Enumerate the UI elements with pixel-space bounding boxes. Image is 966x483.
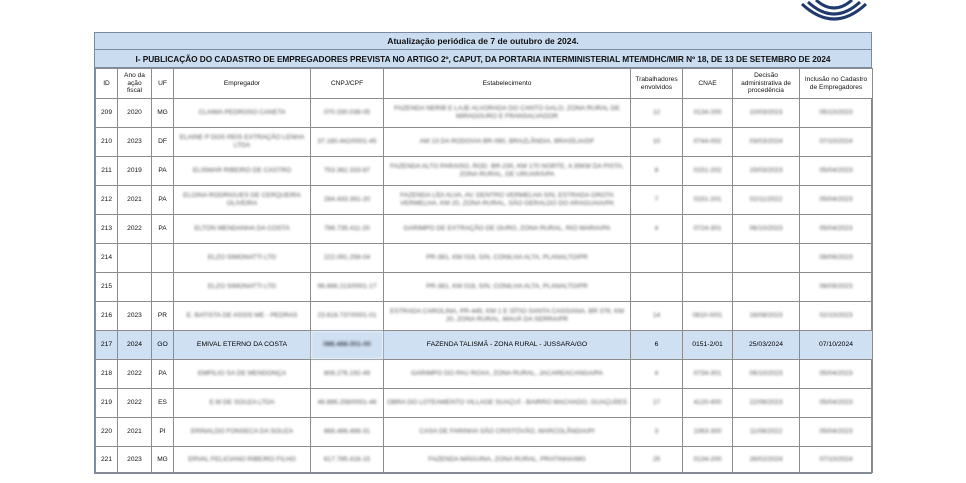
sheet-title: I- PUBLICAÇÃO DO CADASTRO DE EMPREGADORES PREVISTA NO ARTIGO 2º, CAPUT, DA PORTARIA INTERMINISTERIAL MTE/MDHC/MIR Nº 18, DE 13 DE SETEMBRO DE 2024 [95,50,871,68]
cell-decisao: 16/08/2023 [733,302,800,331]
cell-id: 217 [96,331,118,360]
cell-ano: 2021 [118,418,152,447]
cell-cnae [683,273,733,302]
cell-trabalhadores: 10 [631,128,683,157]
cell-ano: 2020 [118,99,152,128]
cell-cnpj: 808.276.192-49 [311,360,384,389]
cell-trabalhadores: 14 [631,302,683,331]
cell-estabelecimento: CASA DE FARINHA SÃO CRISTÓVÃO, MARCOLÂNDIA/PI [384,418,631,447]
col-header-trabalhadores: Trabalhadores envolvidos [631,69,683,99]
table-row [96,244,873,273]
cell-ano [118,273,152,302]
cell-estabelecimento: FAZENDA TALISMÃ - ZONA RURAL - JUSSARA/GO [384,331,631,360]
cell-empregador: ERINALDO FONSECA DA SOUZA [174,418,311,447]
cell-cnae: 0724-301 [683,215,733,244]
cell-cnpj: 866.466.466-31 [311,418,384,447]
cell-empregador: EMPILIO SA DE MENDONÇA [174,360,311,389]
cell-decisao: 22/06/2023 [733,389,800,418]
cell-cnae: 0151-202 [683,157,733,186]
cell-uf: GO [152,331,174,360]
table-row-highlighted [96,331,873,360]
cell-ano [118,244,152,273]
cell-inclusao: 07/10/2024 [800,447,873,473]
cell-cnpj: 37.180.442/0001-45 [311,128,384,157]
cell-estabelecimento: FAZENDA MÁGUINA, ZONA RURAL, PRATINHA/MG [384,447,631,473]
cell-cnpj: 222.091.258-04 [311,244,384,273]
table-row [96,418,873,447]
cell-ano: 2019 [118,157,152,186]
cell-id: 213 [96,215,118,244]
cell-id: 221 [96,447,118,473]
cell-uf: PA [152,186,174,215]
cell-empregador: ELISMAR RIBEIRO DE CASTRO [174,157,311,186]
cell-id: 220 [96,418,118,447]
cell-inclusao: 05/04/2023 [800,389,873,418]
cell-empregador: ELZO SIMONATTI LTD [174,244,311,273]
cell-cnpj: 96.666.213/0001-17 [311,273,384,302]
cell-cnae: 0744-002 [683,128,733,157]
cell-uf: MG [152,99,174,128]
cell-trabalhadores: 4 [631,360,683,389]
col-header-id: ID [96,69,118,99]
cell-estabelecimento: PR-381, KM 018, S/N, CONILHA ALTA, PLANALTO/PR [384,244,631,273]
table-row [96,273,873,302]
cell-ano: 2022 [118,389,152,418]
cell-empregador: ELOINA RODRIGUES DE CERQUEIRA OLIVEIRA [174,186,311,215]
cell-trabalhadores: 25 [631,447,683,473]
cell-uf: MG [152,447,174,473]
cell-inclusao: 05/04/2023 [800,418,873,447]
cell-decisao: 26/02/2024 [733,447,800,473]
cell-cnpj: 617.785.416-15 [311,447,384,473]
cell-ano: 2023 [118,128,152,157]
cell-empregador: ELAINE P DOS REIS EXTRAÇÃO LENHA LTDA [174,128,311,157]
cell-cnae: 0151-2/01 [683,331,733,360]
table-row [96,360,873,389]
cell-uf: PA [152,215,174,244]
cell-empregador: ELTON MENDANHA DA COSTA [174,215,311,244]
cell-estabelecimento: FAZENDA LÍDI ALVA, AV. DENTRO VERMELHA S/N, ESTRADA GROTA VERMELHA, KM 20, ZONA RURAL, SÃO GERALDO DO ARAGUAIA/PA [384,186,631,215]
cell-cnpj: 753.362.333-87 [311,157,384,186]
col-header-ano: Ano da ação fiscal [118,69,152,99]
cell-id: 214 [96,244,118,273]
cell-estabelecimento: GARIMPO DO PAU ROXA, ZONA RURAL, JACAREACANGA/PA [384,360,631,389]
cell-cnpj: 086.466.001-00 [311,331,384,360]
cell-cnae: 4120-400 [683,389,733,418]
cell-estabelecimento: OBRA DO LOTEAMENTO VILLAGE SUAÇUÍ - BAIRRO MACHADO, GUAÇUÍ/ES [384,389,631,418]
cell-decisao: 06/10/2023 [733,215,800,244]
cell-ano: 2023 [118,447,152,473]
cell-trabalhadores: 3 [631,418,683,447]
employers-table [95,68,873,473]
cell-decisao: 02/11/2022 [733,186,800,215]
col-header-decisao: Decisão administrativa de procedência [733,69,800,99]
cell-id: 209 [96,99,118,128]
cell-inclusao: 08/09/2023 [800,244,873,273]
cell-decisao: 25/03/2024 [733,331,800,360]
cell-empregador: E. BATISTA DE ASSIS ME - PEDRAS [174,302,311,331]
cell-inclusao: 07/10/2024 [800,331,873,360]
table-row [96,99,873,128]
cell-inclusao: 08/09/2023 [800,273,873,302]
cell-uf: PA [152,360,174,389]
cell-ano: 2022 [118,360,152,389]
cell-trabalhadores: 4 [631,215,683,244]
cell-cnae: 0134-200 [683,447,733,473]
cell-estabelecimento: GARIMPO DE EXTRAÇÃO DE OURO, ZONA RURAL, RIO MARIA/PA [384,215,631,244]
cell-decisao [733,273,800,302]
table-row [96,186,873,215]
cell-cnpj: 070.330.038-05 [311,99,384,128]
col-header-cnae: CNAE [683,69,733,99]
cell-id: 211 [96,157,118,186]
col-header-empregador: Empregador [174,69,311,99]
cell-estabelecimento: FAZENDA NERIB E LAJE ALVORADA DO CANTO GALO, ZONA RURAL DE MIRADOURO E FRANSALVADOR [384,99,631,128]
cell-estabelecimento: FAZENDA ALTO PARAISO, ROD. BR-230, KM 170 NORTE, 4.35KM DA PISTA, ZONA RURAL, DE URUARÁ/PA [384,157,631,186]
cell-cnae: 1063-300 [683,418,733,447]
table-header-row [96,69,873,99]
cell-trabalhadores: 17 [631,389,683,418]
cell-decisao: 15/03/2023 [733,157,800,186]
cell-empregador: ERVAL FELICIANO RIBEIRO FILHO [174,447,311,473]
cell-ano: 2023 [118,302,152,331]
cell-uf: PA [152,157,174,186]
update-line: Atualização periódica de 7 de outubro de 2024. [95,33,871,50]
cell-trabalhadores [631,244,683,273]
table-row [96,389,873,418]
cell-decisao: 10/03/2023 [733,99,800,128]
cell-id: 212 [96,186,118,215]
cell-decisao [733,244,800,273]
cell-inclusao: 05/04/2023 [800,157,873,186]
cell-inclusao: 05/10/2023 [800,99,873,128]
cell-cnpj: 284.433.391-20 [311,186,384,215]
cell-inclusao: 02/10/2023 [800,302,873,331]
cell-empregador: ELZO SIMONATTI LTD [174,273,311,302]
cell-uf: DF [152,128,174,157]
cell-uf: PI [152,418,174,447]
cell-decisao: 06/10/2023 [733,360,800,389]
cell-trabalhadores: 6 [631,331,683,360]
cell-inclusao: 05/04/2023 [800,360,873,389]
cell-id: 218 [96,360,118,389]
cell-estabelecimento: ESTRADA CAROLINA, PR-445, KM 1 E SÍTIO SANTA CASSIANA, BR 376, KM 20, ZONA RURAL, MAUÁ DA SERRA/PR [384,302,631,331]
table-row [96,447,873,473]
col-header-estabelecimento: Estabelecimento [384,69,631,99]
cell-cnpj: 786.735.411-20 [311,215,384,244]
cell-cnae: 0810-0/01 [683,302,733,331]
cell-ano: 2024 [118,331,152,360]
col-header-uf: UF [152,69,174,99]
cell-trabalhadores: 8 [631,157,683,186]
col-header-inclusao: Inclusão no Cadastro de Empregadores [800,69,873,99]
cell-uf: ES [152,389,174,418]
cell-cnpj: 46.886.258/0001-46 [311,389,384,418]
col-header-cnpj: CNPJ/CPF [311,69,384,99]
cell-ano: 2021 [118,186,152,215]
cell-trabalhadores [631,273,683,302]
cell-decisao: 11/08/2022 [733,418,800,447]
cell-uf: PR [152,302,174,331]
table-row [96,157,873,186]
cell-empregador: CLAIMA PEDROSO CANETA [174,99,311,128]
table-row [96,128,873,157]
cell-empregador: EMIVAL ETERNO DA COSTA [174,331,311,360]
cell-empregador: E.M DE SOUZA LTDA [174,389,311,418]
cadastro-sheet [94,32,872,474]
cell-cnpj: 23.618.737/0001-01 [311,302,384,331]
cell-cnae: 0734-301 [683,360,733,389]
cell-uf [152,273,174,302]
cell-cnae: 0151-201 [683,186,733,215]
cell-estabelecimento: PR-381, KM 018, S/N, CONILHA ALTA, PLANALTO/PR [384,273,631,302]
cell-decisao: 03/03/2024 [733,128,800,157]
logo-arcs-icon [800,0,868,26]
cell-estabelecimento: AM 13 DA RODOVIA BR-060, BRAZLÂNDIA, BRASÍLIA/DF [384,128,631,157]
table-row [96,302,873,331]
cell-id: 215 [96,273,118,302]
cell-id: 219 [96,389,118,418]
cell-trabalhadores: 7 [631,186,683,215]
cell-inclusao: 05/04/2023 [800,186,873,215]
cell-cnae [683,244,733,273]
cell-inclusao: 07/10/2024 [800,128,873,157]
cell-ano: 2022 [118,215,152,244]
cell-inclusao: 05/04/2023 [800,215,873,244]
cell-id: 210 [96,128,118,157]
cell-id: 216 [96,302,118,331]
cell-trabalhadores: 12 [631,99,683,128]
cell-cnae: 0134-200 [683,99,733,128]
logo [800,0,868,26]
cell-uf [152,244,174,273]
table-row [96,215,873,244]
